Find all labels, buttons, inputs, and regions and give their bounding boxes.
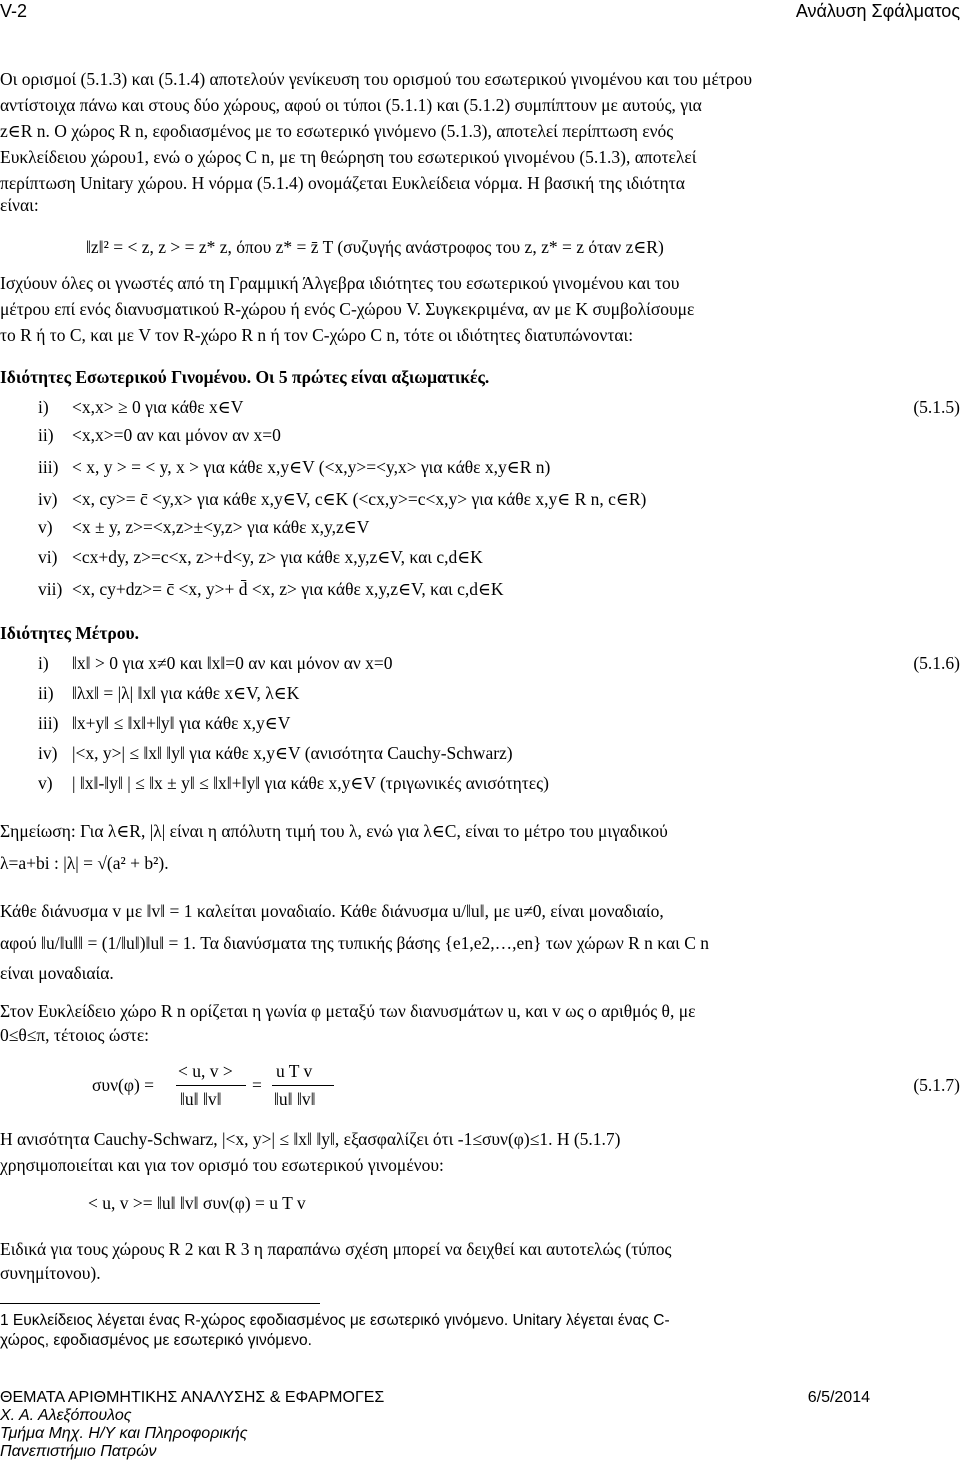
inner-prop-1: [0, 396, 960, 420]
para2-line-3: το R ή το C, και με V τον R-χώρο R n ή τον C-χώρο C n, τότε οι ιδιότητες διατυπώνονται:: [0, 325, 634, 345]
cosine-numerator-2: u T v: [276, 1061, 313, 1081]
intro-line-3: z∈R n. Ο χώρος R n, εφοδιασμένος με το εσωτερικό γινόμενο (5.1.3), αποτελεί περίπτωση ενός: [0, 121, 674, 141]
prop-label: vi): [38, 547, 58, 567]
footer-author: Χ. Α. Αλεξόπουλος: [0, 1407, 132, 1424]
norm-equation: ‖z‖² = < z, z > = z* z, όπου z* = z̄ T (συζυγής ανάστροφος του z, z* = z όταν z∈R): [86, 237, 664, 257]
footer-course: ΘΕΜΑΤΑ ΑΡΙΘΜΗΤΙΚΗΣ ΑΝΑΛΥΣΗΣ & ΕΦΑΡΜΟΓΕΣ: [0, 1389, 385, 1406]
cosine-denominator-1: ‖u‖ ‖v‖: [180, 1089, 222, 1109]
intro-line-2: αντίστοιχα πάνω και στους δύο χώρους, αφού οι τύποι (5.1.1) και (5.1.2) συμπίπτουν με αυτούς, για: [0, 95, 702, 115]
inner-prop-7: [0, 578, 960, 602]
equation-number: (5.1.5): [913, 397, 960, 417]
inner-prop-2: [0, 424, 960, 448]
prop-text: ‖λx‖ = |λ| ‖x‖ για κάθε x∈V, λ∈K: [72, 683, 300, 703]
prop-label: ii): [38, 683, 54, 703]
footnote-line-2: χώρος, εφοδιασμένος με εσωτερικό γινόμενο.: [0, 1332, 312, 1349]
inner-prop-3: [0, 456, 960, 480]
footer-university: Πανεπιστήμιο Πατρών: [0, 1443, 157, 1460]
prop-text: <x,x>=0 αν και μόνον αν x=0: [72, 425, 281, 445]
cosine-equation: [0, 1058, 960, 1114]
norm-prop-3: [0, 712, 960, 736]
prop-label: iv): [38, 743, 58, 763]
para2-line-1: Ισχύουν όλες οι γνωστές από τη Γραμμική Άλγεβρα ιδιότητες του εσωτερικού γινομένου και του: [0, 273, 680, 293]
intro-line-5: περίπτωση Unitary χώρου. Η νόρμα (5.1.4) ονομάζεται Ευκλείδεια νόρμα. Η βασική της ιδιότητα: [0, 173, 685, 193]
prop-text: | ‖x‖-‖y‖ | ≤ ‖x ± y‖ ≤ ‖x‖+‖y‖ για κάθε x,y∈V (τριγωνικές ανισότητες): [72, 773, 549, 793]
prop-label: iii): [38, 457, 59, 477]
note-line-1: Σημείωση: Για λ∈R, |λ| είναι η απόλυτη τιμή του λ, ενώ για λ∈C, είναι το μέτρο του μιγαδικού: [0, 821, 668, 841]
special-line-2: συνημίτονου).: [0, 1263, 101, 1283]
prop-label: ii): [38, 425, 54, 445]
note-line-2: λ=a+bi : |λ| = √(a² + b²).: [0, 853, 169, 873]
prop-label: iii): [38, 713, 59, 733]
norm-prop-5: [0, 772, 960, 796]
prop-label: vii): [38, 579, 63, 599]
inner-heading: Ιδιότητες Εσωτερικού Γινομένου. Οι 5 πρώτες είναι αξιωματικές.: [0, 367, 490, 387]
norm-prop-1: [0, 652, 960, 676]
intro-line-1: Οι ορισμοί (5.1.3) και (5.1.4) αποτελούν γενίκευση του ορισμού του εσωτερικού γινομένου και του μέτρου: [0, 69, 753, 89]
cosine-denominator-2: ‖u‖ ‖v‖: [274, 1089, 316, 1109]
unit-line-2: αφού ‖u/‖u‖‖ = (1/‖u‖)‖u‖ = 1. Τα διανύσματα της τυπικής βάσης {e1,e2,…,en} των χώρων R n και C n: [0, 933, 710, 953]
cosine-lhs: συν(φ) =: [92, 1075, 155, 1095]
unit-line-1: Κάθε διάνυσμα v με ‖v‖ = 1 καλείται μοναδιαίο. Κάθε διάνυσμα u/‖u‖, με u≠0, είναι μοναδιαίο,: [0, 901, 664, 921]
prop-text: ‖x+y‖ ≤ ‖x‖+‖y‖ για κάθε x,y∈V: [72, 713, 291, 733]
prop-text: <x ± y, z>=<x,z>±<y,z> για κάθε x,y,z∈V: [72, 517, 370, 537]
prop-label: v): [38, 517, 53, 537]
footnote-separator: [0, 1303, 320, 1304]
running-title: Ανάλυση Σφάλματος: [795, 1, 960, 21]
angle-line-1: Στον Ευκλείδειο χώρο R n ορίζεται η γωνία φ μεταξύ των διανυσμάτων u, και v ως ο αριθμός θ, με: [0, 1001, 696, 1021]
fraction-bar-1: [176, 1085, 246, 1086]
angle-line-2: 0≤θ≤π, τέτοιος ώστε:: [0, 1025, 150, 1045]
norm-prop-4: [0, 742, 960, 766]
page-number: V-2: [0, 1, 28, 21]
prop-text: <x, cy+dz>= c̄ <x, y>+ d̄ <x, z> για κάθε x,y,z∈V, και c,d∈K: [72, 579, 504, 599]
prop-text: < x, y > = < y, x > για κάθε x,y∈V (<x,y>=<y,x> για κάθε x,y∈R n): [72, 457, 551, 477]
equation-number: (5.1.7): [913, 1075, 960, 1095]
norm-heading: Ιδιότητες Μέτρου.: [0, 623, 140, 643]
norm-prop-2: [0, 682, 960, 706]
cs-line-1: Η ανισότητα Cauchy-Schwarz, |<x, y>| ≤ ‖x‖ ‖y‖, εξασφαλίζει ότι -1≤συν(φ)≤1. Η (5.1.7): [0, 1129, 621, 1149]
equals-sign: =: [252, 1075, 262, 1095]
prop-text: ‖x‖ > 0 για x≠0 και ‖x‖=0 αν και μόνον αν x=0: [72, 653, 393, 673]
inner-prop-6: [0, 546, 960, 570]
intro-line-6: είναι:: [0, 195, 39, 215]
prop-text: <x, cy>= c̄ <y,x> για κάθε x,y∈V, c∈K (<cx,y>=c<x,y> για κάθε x,y∈ R n, c∈R): [72, 489, 647, 509]
prop-text: <x,x> ≥ 0 για κάθε x∈V: [72, 397, 244, 417]
cs-line-2: χρησιμοποιείται και για τον ορισμό του εσωτερικού γινομένου:: [0, 1155, 444, 1175]
para2-line-2: μέτρου επί ενός διανυσματικού R-χώρου ή ενός C-χώρου V. Συγκεκριμένα, αν με K συμβολίσουμε: [0, 299, 695, 319]
footer-dept: Τμήμα Μηχ. Η/Υ και Πληροφορικής: [0, 1425, 248, 1442]
prop-label: i): [38, 397, 49, 417]
fraction-bar-2: [272, 1085, 334, 1086]
intro-line-4: Ευκλείδειου χώρου1, ενώ ο χώρος C n, με τη θεώρηση του εσωτερικού γινομένου (5.1.3), αποτελεί: [0, 147, 697, 167]
prop-label: iv): [38, 489, 58, 509]
footnote-line-1: 1 Ευκλείδειος λέγεται ένας R-χώρος εφοδιασμένος με εσωτερικό γινόμενο. Unitary λέγεται ένας C-: [0, 1312, 670, 1329]
prop-text: <cx+dy, z>=c<x, z>+d<y, z> για κάθε x,y,z∈V, και c,d∈K: [72, 547, 483, 567]
footer-date: 6/5/2014: [807, 1389, 870, 1406]
unit-line-3: είναι μοναδιαία.: [0, 963, 114, 983]
prop-label: v): [38, 773, 53, 793]
special-line-1: Ειδικά για τους χώρους R 2 και R 3 η παραπάνω σχέση μπορεί να δειχθεί και αυτοτελώς (τύπος: [0, 1239, 672, 1259]
inner-equation: < u, v >= ‖u‖ ‖v‖ συν(φ) = u T v: [88, 1193, 306, 1213]
equation-number: (5.1.6): [913, 653, 960, 673]
cosine-numerator-1: < u, v >: [178, 1061, 233, 1081]
inner-prop-4: [0, 488, 960, 512]
prop-text: |<x, y>| ≤ ‖x‖ ‖y‖ για κάθε x,y∈V (ανισότητα Cauchy-Schwarz): [72, 743, 513, 763]
prop-label: i): [38, 653, 49, 673]
inner-prop-5: [0, 516, 960, 540]
